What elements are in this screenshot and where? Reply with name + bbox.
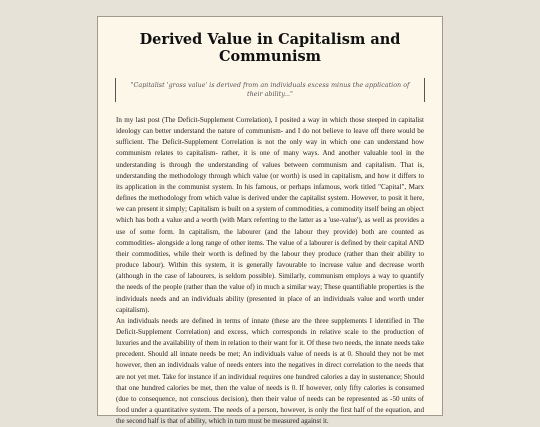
article-title: Derived Value in Capitalism and Communism xyxy=(139,31,401,65)
article-paragraph: In my last post (The Deficit-Supplement Correlation), I posited a way in which those steeped in capitalist ideology can better understand the nature of communism- and I do not believe to leave off there would be sufficient. The Deficit-Supplement Correlation is not the only way in which one can understand how communism relates to capitalism- rather, it is one of many ways. And another valuable tool in the understanding is through the understanding of values between communism and capitalism. That is, understanding the methodology through which value (or worth) is used in capitalism, and how it differs to its application in the communist system. In his famous, or perhaps infamous, work titled "Capital", Marx defines the methodology from which value is derived under the capitalist system. However, to posit it here, we can present it simply; Capitalism is built on a system of commodities, a commodity itself being an object which has both a value and a worth (with Marx referring to the latter as a 'use-value'), as well as provides a use of some form. In capitalism, the labourer (and the labour they provide) both are counted as commodities- alongside a long range of other items. The value of a labourer is defined by their capital AND their commodities, while their worth is defined by the labour they produce (rather than their ability to produce labour). Within this system, it is generally favourable to increase value and decrease worth (although in the case of labourers, is seldom possible). Similarly, communism employs a way to quantify the needs of the people (rather than the value of) in much a similar way; These quantifiable properties is the individuals needs and an individuals ability (presented in place of an individuals value and worth under capitalism). xyxy=(116,116,424,314)
article-paragraph: An individuals needs are defined in terms of innate (these are the three supplements I identified in The Deficit-Supplement Correlation) and excess, which corresponds in relative scale to the production of luxuries and the availability of them in relation to their want for it. Of these two needs, the innate needs take precedent. Should all innate needs be met; An individuals value of needs is at 0. Should they not be met however, then an individuals value of needs enters into the negatives in direct correlation to the needs that are not yet met. Take for instance if an individual requires one hundred calories a day in sustenance; Should that one hundred calories be met, then the value of needs is 0. If however, only fifty calories is consumed (due to consequence, not conscious decision), then their value of needs can be represented as -50 units of food under a quantitative system. The needs of a person, however, is only the first half of the equation, and the second half is that of ability, which in turn must be measured against it. xyxy=(116,316,424,426)
pull-quote: "Capitalist 'gross value' is derived from an individuals excess minus the application of their ability..." xyxy=(115,78,425,102)
article-body xyxy=(116,115,424,427)
article-page xyxy=(97,16,443,426)
